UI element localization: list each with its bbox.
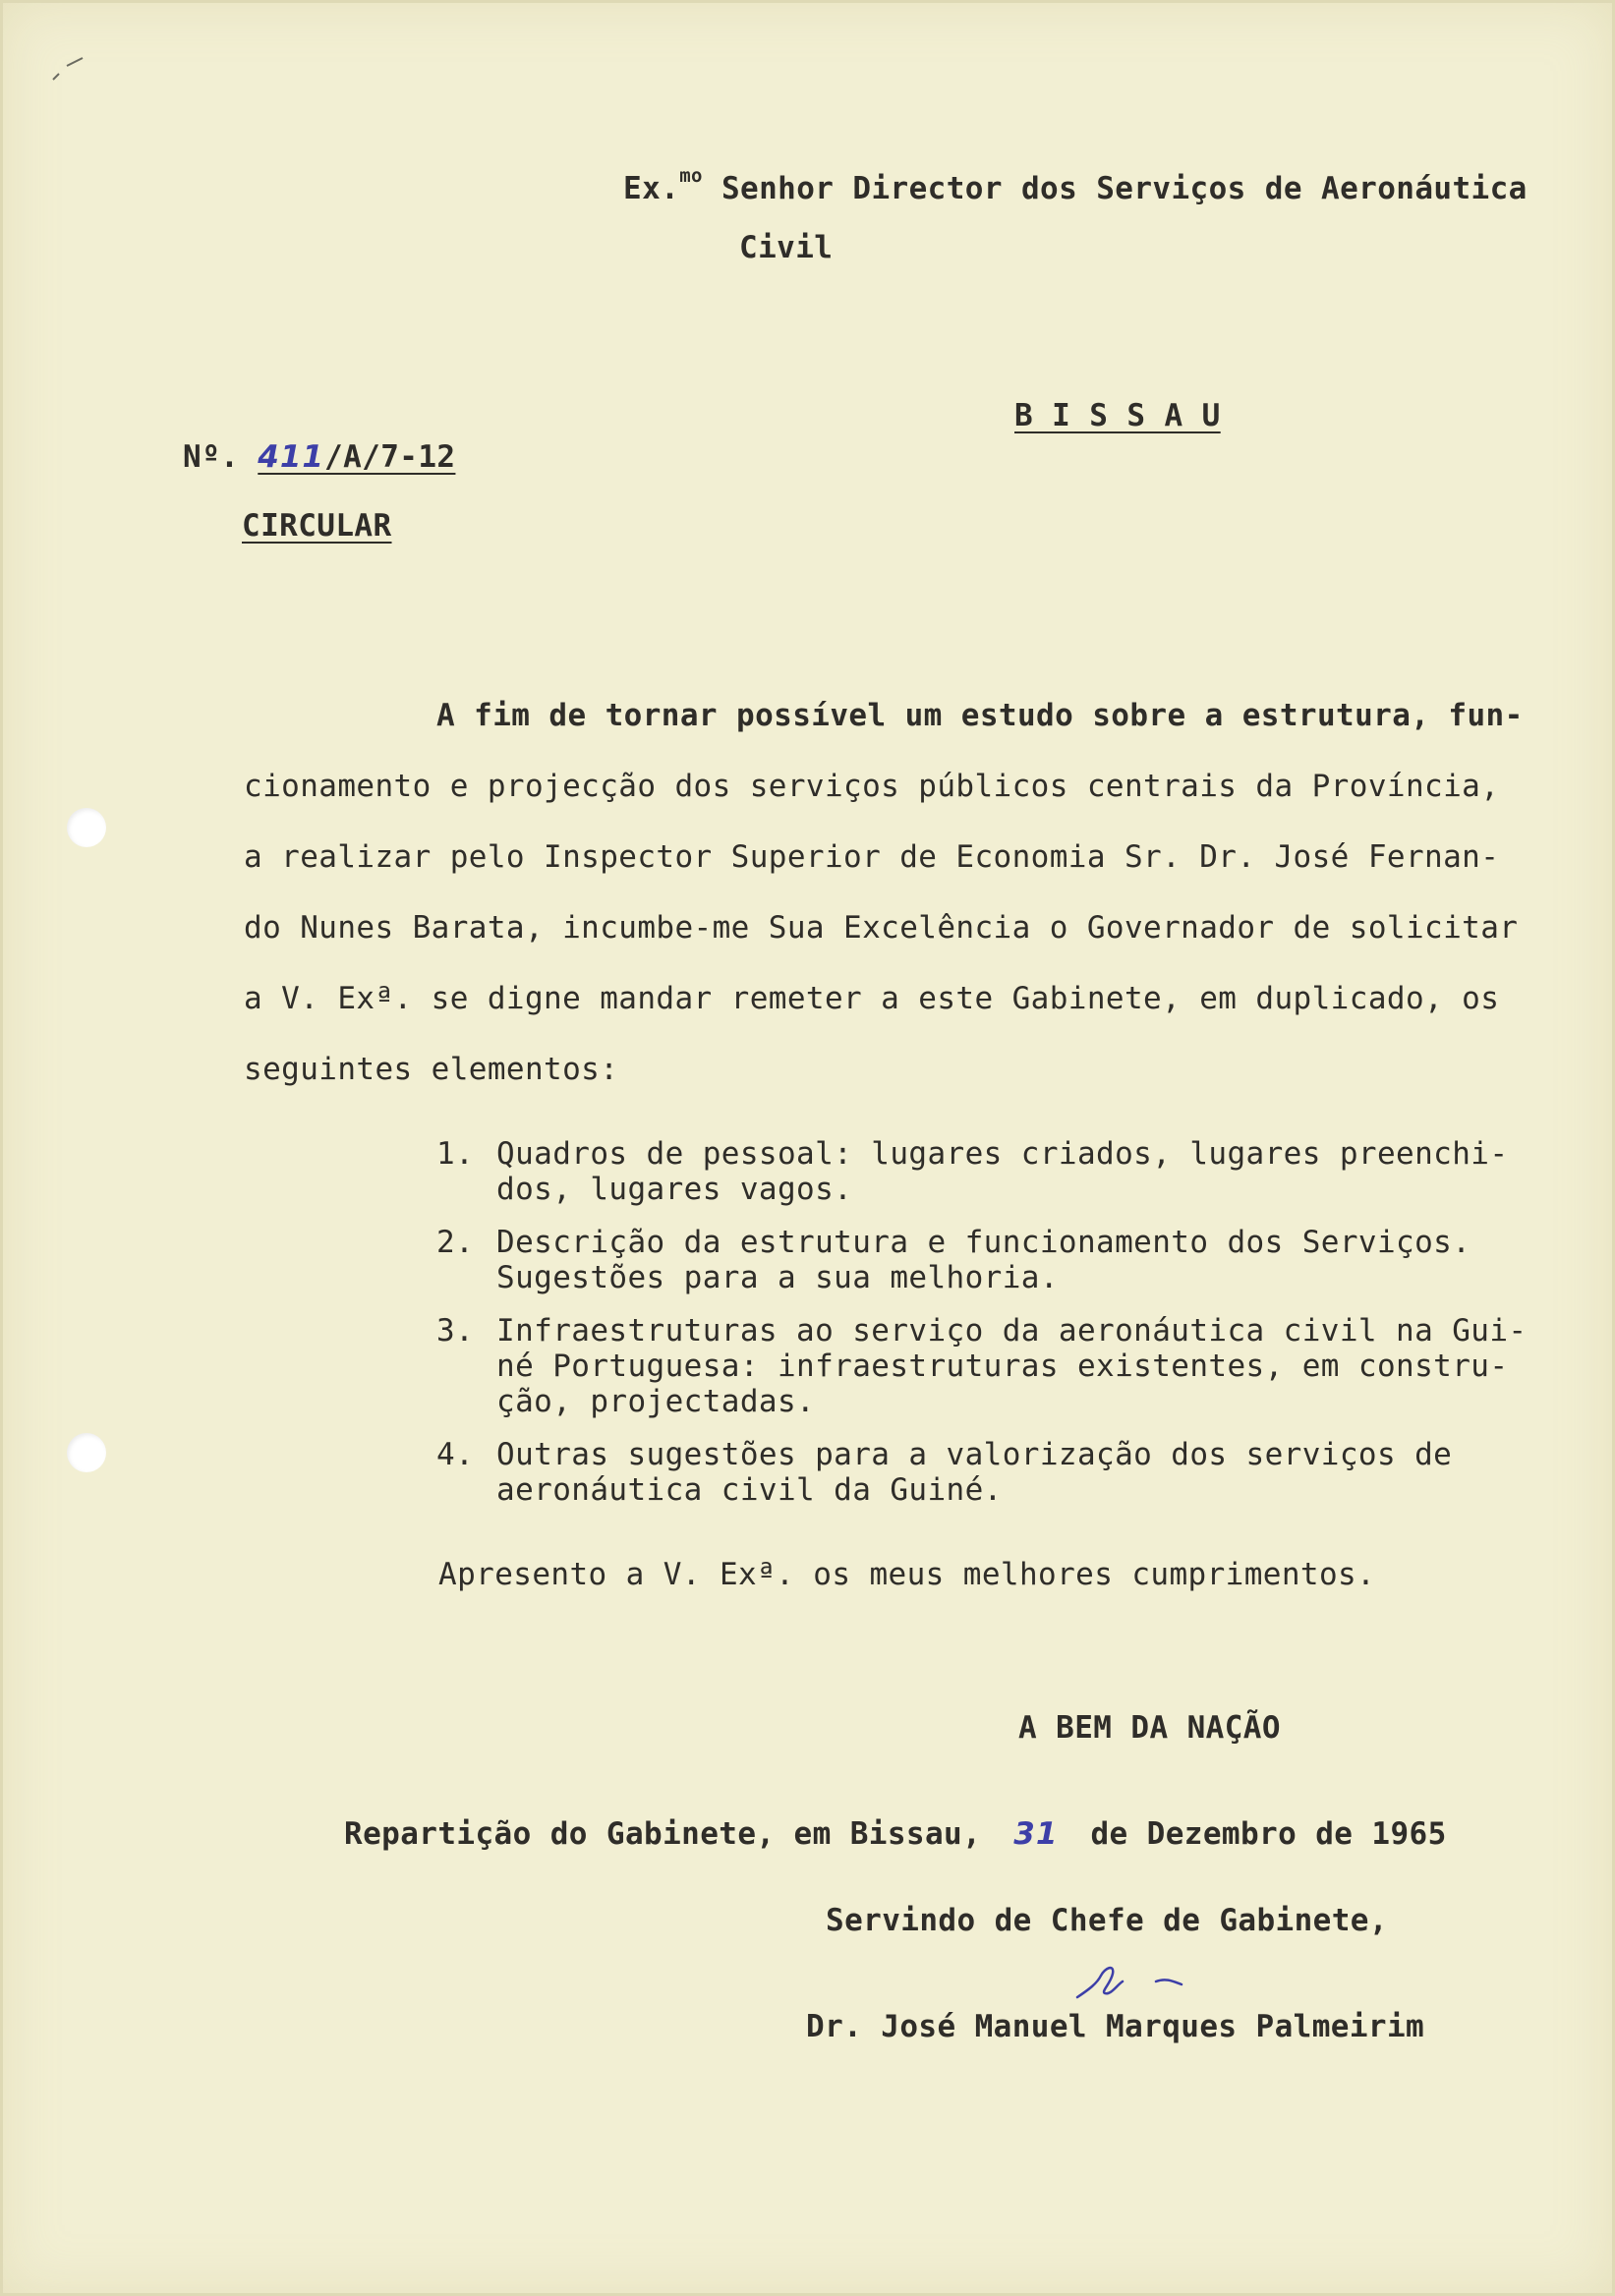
item-4-line-1: Outras sugestões para a valorização dos serviços de bbox=[496, 1437, 1453, 1472]
reference-suffix: /A/7-12 bbox=[324, 439, 456, 475]
item-3-line-2: né Portuguesa: infraestruturas existentes, em constru- bbox=[496, 1349, 1509, 1384]
item-3-line-3: ção, projectadas. bbox=[496, 1384, 816, 1419]
pencil-mark bbox=[49, 54, 88, 84]
signatory-name: Dr. José Manuel Marques Palmeirim bbox=[806, 2009, 1425, 2044]
item-2-line-1: Descrição da estrutura e funcionamento dos Serviços. bbox=[496, 1225, 1471, 1260]
body-line-3: a realizar pelo Inspector Superior de Economia Sr. Dr. José Fernan- bbox=[244, 839, 1500, 875]
punch-hole-bottom bbox=[67, 1433, 106, 1472]
item-2-number: 2. bbox=[436, 1225, 475, 1260]
item-3-line-1: Infraestruturas ao serviço da aeronáutica civil na Gui- bbox=[496, 1313, 1528, 1349]
date-suffix: de Dezembro de 1965 bbox=[1090, 1816, 1447, 1852]
item-1-line-2: dos, lugares vagos. bbox=[496, 1172, 853, 1207]
place-heading: B I S S A U bbox=[1014, 398, 1221, 433]
body-line-6: seguintes elementos: bbox=[244, 1052, 619, 1087]
item-4-number: 4. bbox=[436, 1437, 475, 1472]
body-line-4: do Nunes Barata, incumbe-me Sua Excelência o Governador de solicitar bbox=[244, 910, 1519, 946]
circular-label: CIRCULAR bbox=[242, 508, 392, 544]
addressee-prefix: Ex. bbox=[623, 171, 680, 206]
reference-value bbox=[258, 439, 455, 475]
body-line-2: cionamento e projecção dos serviços públicos centrais da Província, bbox=[244, 769, 1500, 804]
motto: A BEM DA NAÇÃO bbox=[1018, 1710, 1281, 1746]
reference-handwritten-number: 411 bbox=[258, 439, 324, 475]
punch-hole-top bbox=[67, 808, 106, 847]
addressee-superscript: mo bbox=[679, 165, 703, 187]
item-4-line-2: aeronáutica civil da Guiné. bbox=[496, 1472, 1003, 1508]
reference-label: Nº. bbox=[183, 439, 240, 475]
item-2-line-2: Sugestões para a sua melhoria. bbox=[496, 1260, 1059, 1295]
item-1-line-1: Quadros de pessoal: lugares criados, lugares preenchi- bbox=[496, 1136, 1509, 1172]
addressee-line-2: Civil bbox=[739, 230, 834, 265]
signatory-title: Servindo de Chefe de Gabinete, bbox=[826, 1903, 1388, 1938]
addressee-line-1 bbox=[623, 165, 1528, 206]
date-handwritten-day: 31 bbox=[1013, 1816, 1059, 1852]
addressee-title: Senhor Director dos Serviços de Aeronáutica bbox=[721, 171, 1528, 206]
signature-scribble bbox=[1071, 1958, 1199, 2007]
item-3-number: 3. bbox=[436, 1313, 475, 1349]
date-line bbox=[344, 1816, 1447, 1852]
body-line-5: a V. Exª. se digne mandar remeter a este Gabinete, em duplicado, os bbox=[244, 981, 1500, 1016]
body-line-1: A fim de tornar possível um estudo sobre a estrutura, fun- bbox=[436, 698, 1524, 733]
item-1-number: 1. bbox=[436, 1136, 475, 1172]
date-prefix: Repartição do Gabinete, em Bissau, bbox=[344, 1816, 982, 1852]
closing-line: Apresento a V. Exª. os meus melhores cumprimentos. bbox=[438, 1557, 1376, 1592]
reference-number bbox=[183, 439, 455, 475]
